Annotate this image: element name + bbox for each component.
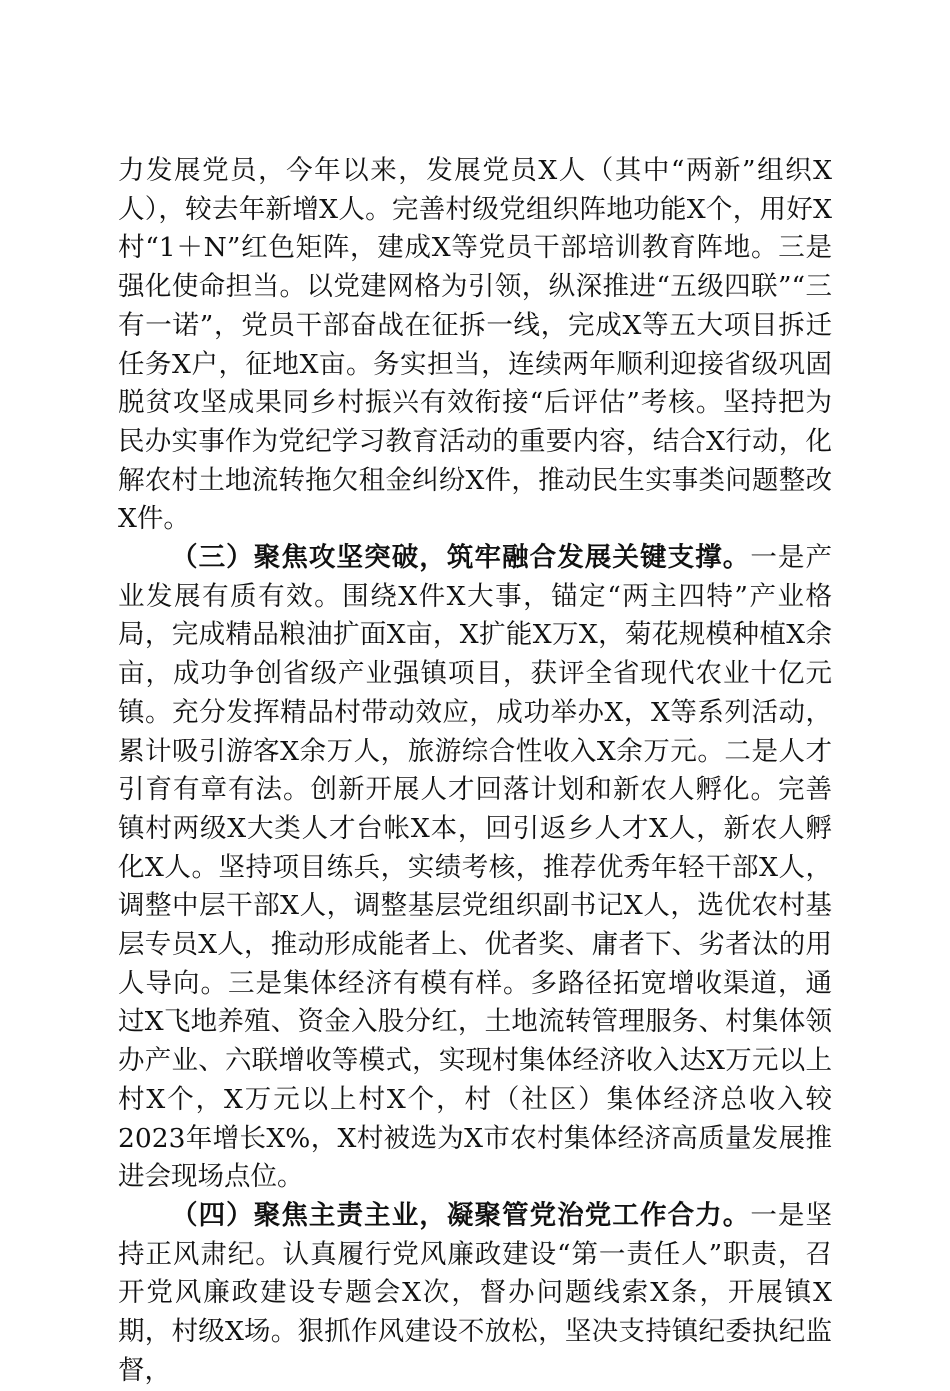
section-3-heading: （三）聚焦攻坚突破，筑牢融合发展关键支撑。 [171, 542, 751, 574]
document-page [118, 152, 832, 1391]
paragraph-2-text: 一是产业发展有质有效。围绕X件X大事，锚定“两主四特”产业格局，完成精品粮油扩面X亩，X扩能X万X，菊花规模种植X余亩，成功争创省级产业强镇项目，获评全省现代农业十亿元镇。充分发挥精品村带动效应，成功举办X，X等系列活动，累计吸引游客X余万人，旅游综合性收入X余万元。二是人才引育有章有法。创新开展人才回落计划和新农人孵化。完善镇村两级X大类人才台帐X本，回引返乡人才X人，新农人孵化X人。坚持项目练兵，实绩考核，推荐优秀年轻干部X人，调整中层干部X人，调整基层党组织副书记X人，选优农村基层专员X人，推动形成能者上、优者奖、庸者下、劣者汰的用人导向。三是集体经济有模有样。多路径拓宽增收渠道，通过X飞地养殖、资金入股分红，土地流转管理服务、村集体领办产业、六联增收等模式，实现村集体经济收入达X万元以上村X个，X万元以上村X个，村（社区）集体经济总收入较2023年增长X%，X村被选为X市农村集体经济高质量发展推进会现场点位。 [118, 542, 833, 1193]
section-4-heading: （四）聚焦主责主业，凝聚管党治党工作合力。 [171, 1199, 751, 1231]
paragraph-1-text: 力发展党员，今年以来，发展党员X人（其中“两新”组织X人），较去年新增X人。完善村级党组织阵地功能X个，用好X村“1＋N”红色矩阵，建成X等党员干部培训教育阵地。三是强化使命担当。以党建网格为引领，纵深推进“五级四联”“三有一诺”，党员干部奋战在征拆一线，完成X等五大项目拆迁任务X户，征地X亩。务实担当，连续两年顺利迎接省级巩固脱贫攻坚成果同乡村振兴有效衔接“后评估”考核。坚持把为民办实事作为党纪学习教育活动的重要内容，结合X行动，化解农村土地流转拖欠租金纠纷X件，推动民生实事类问题整改X件。 [118, 155, 832, 535]
paragraph-3 [118, 1197, 832, 1391]
paragraph-3-text: 一是坚持正风肃纪。认真履行党风廉政建设“第一责任人”职责，召开党风廉政建设专题会X次，督办问题线索X条，开展镇X期，村级X场。狠抓作风建设不放松，坚决支持镇纪委执纪监督， [118, 1199, 833, 1386]
paragraph-2 [118, 539, 832, 1197]
paragraph-1 [118, 152, 832, 539]
